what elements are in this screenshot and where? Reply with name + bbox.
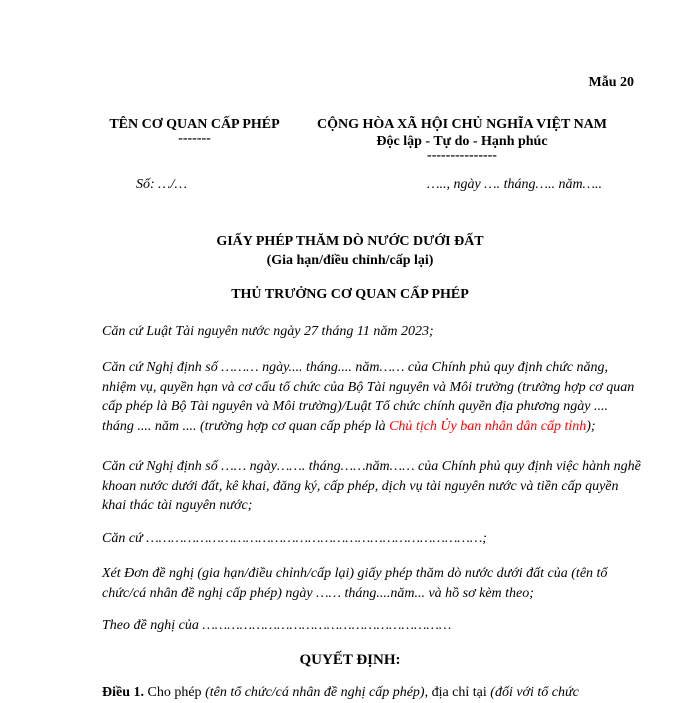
- proposal-paragraph: Theo đề nghị của ……………………………………………………: [102, 618, 452, 633]
- legal-basis-paragraph: Căn cứ Nghị định số …… ngày……. tháng……năm…… của Chính phủ quy định việc hành nghề khoan nước dưới đất, kê khai, đăng ký, cấp phép, dịch vụ tài nguyên nước và tiền cấp quyền khai thác tài nguyên nước;: [102, 459, 641, 513]
- article-text-italic: (đối với tổ chức: [490, 685, 579, 700]
- national-name: CỘNG HÒA XÃ HỘI CHỦ NGHĨA VIỆT NAM: [316, 117, 607, 132]
- national-header-block: [303, 116, 621, 162]
- decision-heading: QUYẾT ĐỊNH:: [299, 652, 401, 668]
- document-title: GIẤY PHÉP THĂM DÒ NƯỚC DƯỚI ĐẤT: [216, 234, 484, 249]
- article-text: , địa chỉ tại: [424, 685, 491, 700]
- form-number: Mẫu 20: [588, 75, 634, 90]
- article-label: Điều 1.: [102, 685, 144, 700]
- document-date: ….., ngày …. tháng….. năm…..: [427, 177, 603, 192]
- legal-basis-paragraph: Căn cứ ………………………………………………………………………;: [102, 531, 487, 546]
- document-number: Số: …/…: [136, 177, 187, 192]
- legal-basis-paragraph: Căn cứ Luật Tài nguyên nước ngày 27 tháng 11 năm 2023;: [102, 324, 434, 339]
- authority-heading: THỦ TRƯỞNG CƠ QUAN CẤP PHÉP: [231, 287, 469, 302]
- application-paragraph: Xét Đơn đề nghị (gia hạn/điều chỉnh/cấp lại) giấy phép thăm dò nước dưới đất của (tên tổ chức/cá nhân đề nghị cấp phép) ngày …… tháng....năm... và hồ sơ kèm theo;: [102, 566, 608, 601]
- issuing-agency-name: TÊN CƠ QUAN CẤP PHÉP: [109, 117, 280, 132]
- document-subtitle: (Gia hạn/điều chỉnh/cấp lại): [266, 253, 434, 268]
- legal-basis-paragraph: [102, 358, 642, 436]
- national-motto: Độc lập - Tự do - Hạnh phúc: [376, 134, 548, 149]
- paragraph-text: Căn cứ Nghị định số ……… ngày.... tháng.... năm…… của Chính phủ quy định chức năng, nhiệm vụ, quyền hạn và cơ cấu tổ chức của Bộ Tài nguyên và Môi trường (trường hợp cơ quan cấp phép là Bộ Tài nguyên và Môi trường)/Luật Tổ chức chính quyền địa phương ngày .... tháng .... năm .... (trường hợp cơ quan cấp phép là: [102, 360, 635, 434]
- article-text-italic: (tên tổ chức/cá nhân đề nghị cấp phép): [205, 685, 425, 700]
- paragraph-text: );: [586, 418, 596, 434]
- motto-underline: ---------------: [427, 148, 497, 163]
- issuing-agency-block: [102, 116, 287, 145]
- agency-underline: -------: [178, 131, 211, 146]
- article-text: Cho phép: [144, 685, 206, 700]
- highlighted-text: Chủ tịch Ủy ban nhân dân cấp tỉnh: [389, 418, 587, 434]
